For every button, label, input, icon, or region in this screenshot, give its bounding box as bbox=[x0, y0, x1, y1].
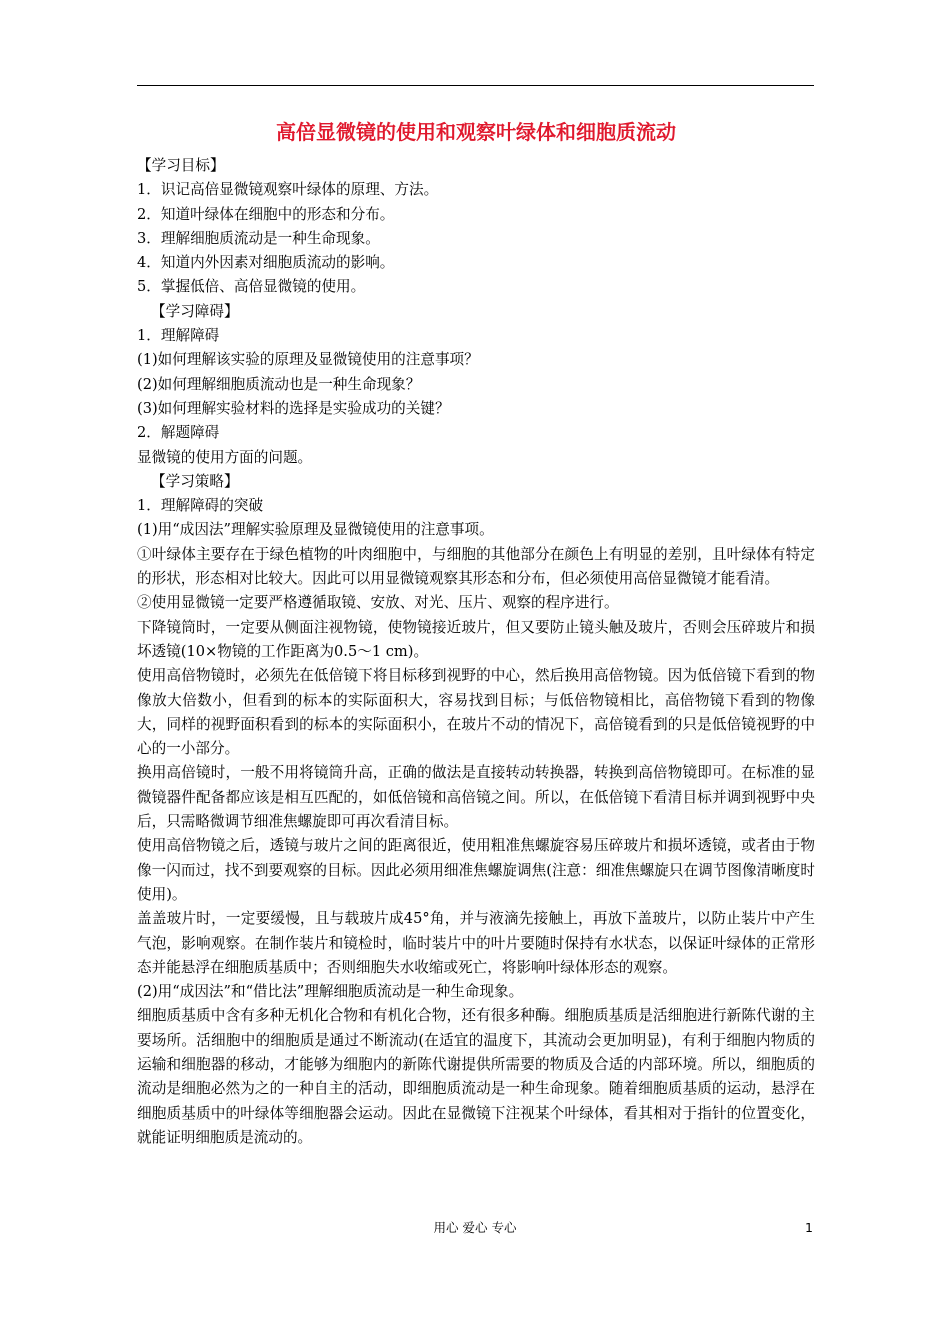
body-paragraph: 使用高倍物镜之后，透镜与玻片之间的距离很近，使用粗准焦螺旋容易压碎玻片和损坏透镜，或者由于物像一闪而过，找不到要观察的目标。因此必须用细准焦螺旋调焦(注意：细准焦螺旋只在调节图像清晰度时使用)。 bbox=[137, 837, 815, 903]
goal-item: 3．理解细胞质流动是一种生命现象。 bbox=[137, 229, 380, 247]
strategy-subheading: (1)用“成因法”理解实验原理及显微镜使用的注意事项。 bbox=[137, 521, 494, 539]
section-heading-strategy: 【学习策略】 bbox=[151, 472, 239, 490]
goal-item: 5．掌握低倍、高倍显微镜的使用。 bbox=[137, 278, 366, 296]
obstacle-item: 2．解题障碍 bbox=[137, 424, 220, 442]
section-heading-goals: 【学习目标】 bbox=[137, 157, 225, 174]
body-paragraph: 换用高倍镜时，一般不用将镜筒升高，正确的做法是直接转动转换器，转换到高倍物镜即可。在标准的显微镜器件配备都应该是相互匹配的，如低倍镜和高倍镜之间。所以，在低倍镜下看清目标并调到视野中央后，只需略微调节细准焦螺旋即可再次看清目标。 bbox=[137, 764, 815, 831]
body-paragraph: 使用高倍物镜时，必须先在低倍镜下将目标移到视野的中心，然后换用高倍物镜。因为低倍镜下看到的物像放大倍数小，但看到的标本的实际面积大，容易找到目标；与低倍物镜相比，高倍物镜下看到的物像大，同样的视野面积看到的标本的实际面积小，在玻片不动的情况下，高倍镜看到的只是低倍镜视野的中心的一小部分。 bbox=[137, 667, 815, 758]
body-paragraph: 下降镜筒时，一定要从侧面注视物镜，使物镜接近玻片，但又要防止镜头触及玻片，否则会压碎玻片和损坏透镜(10×物镜的工作距离为0.5～1 cm)。 bbox=[137, 618, 815, 660]
page-number: 1 bbox=[805, 1220, 813, 1235]
header-rule bbox=[137, 85, 814, 86]
goal-item: 2．知道叶绿体在细胞中的形态和分布。 bbox=[137, 205, 395, 223]
goal-item: 1．识记高倍显微镜观察叶绿体的原理、方法。 bbox=[137, 181, 439, 199]
body-paragraph: ②使用显微镜一定要严格遵循取镜、安放、对光、压片、观察的程序进行。 bbox=[137, 594, 619, 612]
obstacle-item: 1．理解障碍 bbox=[137, 327, 220, 345]
section-heading-obstacles: 【学习障碍】 bbox=[151, 302, 239, 320]
obstacle-item: 显微镜的使用方面的问题。 bbox=[137, 448, 313, 466]
obstacle-item: (2)如何理解细胞质流动也是一种生命现象？ bbox=[137, 375, 421, 393]
document-body bbox=[137, 118, 815, 1150]
obstacle-item: (3)如何理解实验材料的选择是实验成功的关键？ bbox=[137, 399, 450, 417]
footer-motto: 用心 爱心 专心 bbox=[433, 1220, 517, 1235]
body-paragraph: (2)用“成因法”和“借比法”理解细胞质流动是一种生命现象。 bbox=[137, 983, 524, 1001]
goal-item: 4．知道内外因素对细胞质流动的影响。 bbox=[137, 254, 395, 272]
page-title: 高倍显微镜的使用和观察叶绿体和细胞质流动 bbox=[276, 120, 676, 144]
strategy-heading: 1．理解障碍的突破 bbox=[137, 497, 264, 515]
body-paragraph: 盖盖玻片时，一定要缓慢，且与载玻片成45°角，并与液滴先接触上，再放下盖玻片，以防止装片中产生气泡，影响观察。在制作装片和镜检时，临时装片中的叶片要随时保持有水状态，以保证叶绿体的正常形态并能悬浮在细胞质基质中；否则细胞失水收缩或死亡，将影响叶绿体形态的观察。 bbox=[137, 910, 815, 976]
body-paragraph: 细胞质基质中含有多种无机化合物和有机化合物，还有很多种酶。细胞质基质是活细胞进行新陈代谢的主要场所。活细胞中的细胞质是通过不断流动(在适宜的温度下，其流动会更加明显)，有利于细胞内物质的运输和细胞器的移动，才能够为细胞内的新陈代谢提供所需要的物质及合适的内部环境。所以，细胞质的流动是细胞必然为之的一种自主的活动，即细胞质流动是一种生命现象。随着细胞质基质的运动，悬浮在细胞质基质中的叶绿体等细胞器会运动。因此在显微镜下注视某个叶绿体，看其相对于指针的位置变化，就能证明细胞质是流动的。 bbox=[137, 1007, 815, 1146]
body-paragraph: ①叶绿体主要存在于绿色植物的叶肉细胞中，与细胞的其他部分在颜色上有明显的差别，且叶绿体有特定的形状，形态相对比较大。因此可以用显微镜观察其形态和分布，但必须使用高倍显微镜才能看清。 bbox=[137, 545, 815, 588]
obstacle-item: (1)如何理解该实验的原理及显微镜使用的注意事项？ bbox=[137, 351, 479, 369]
